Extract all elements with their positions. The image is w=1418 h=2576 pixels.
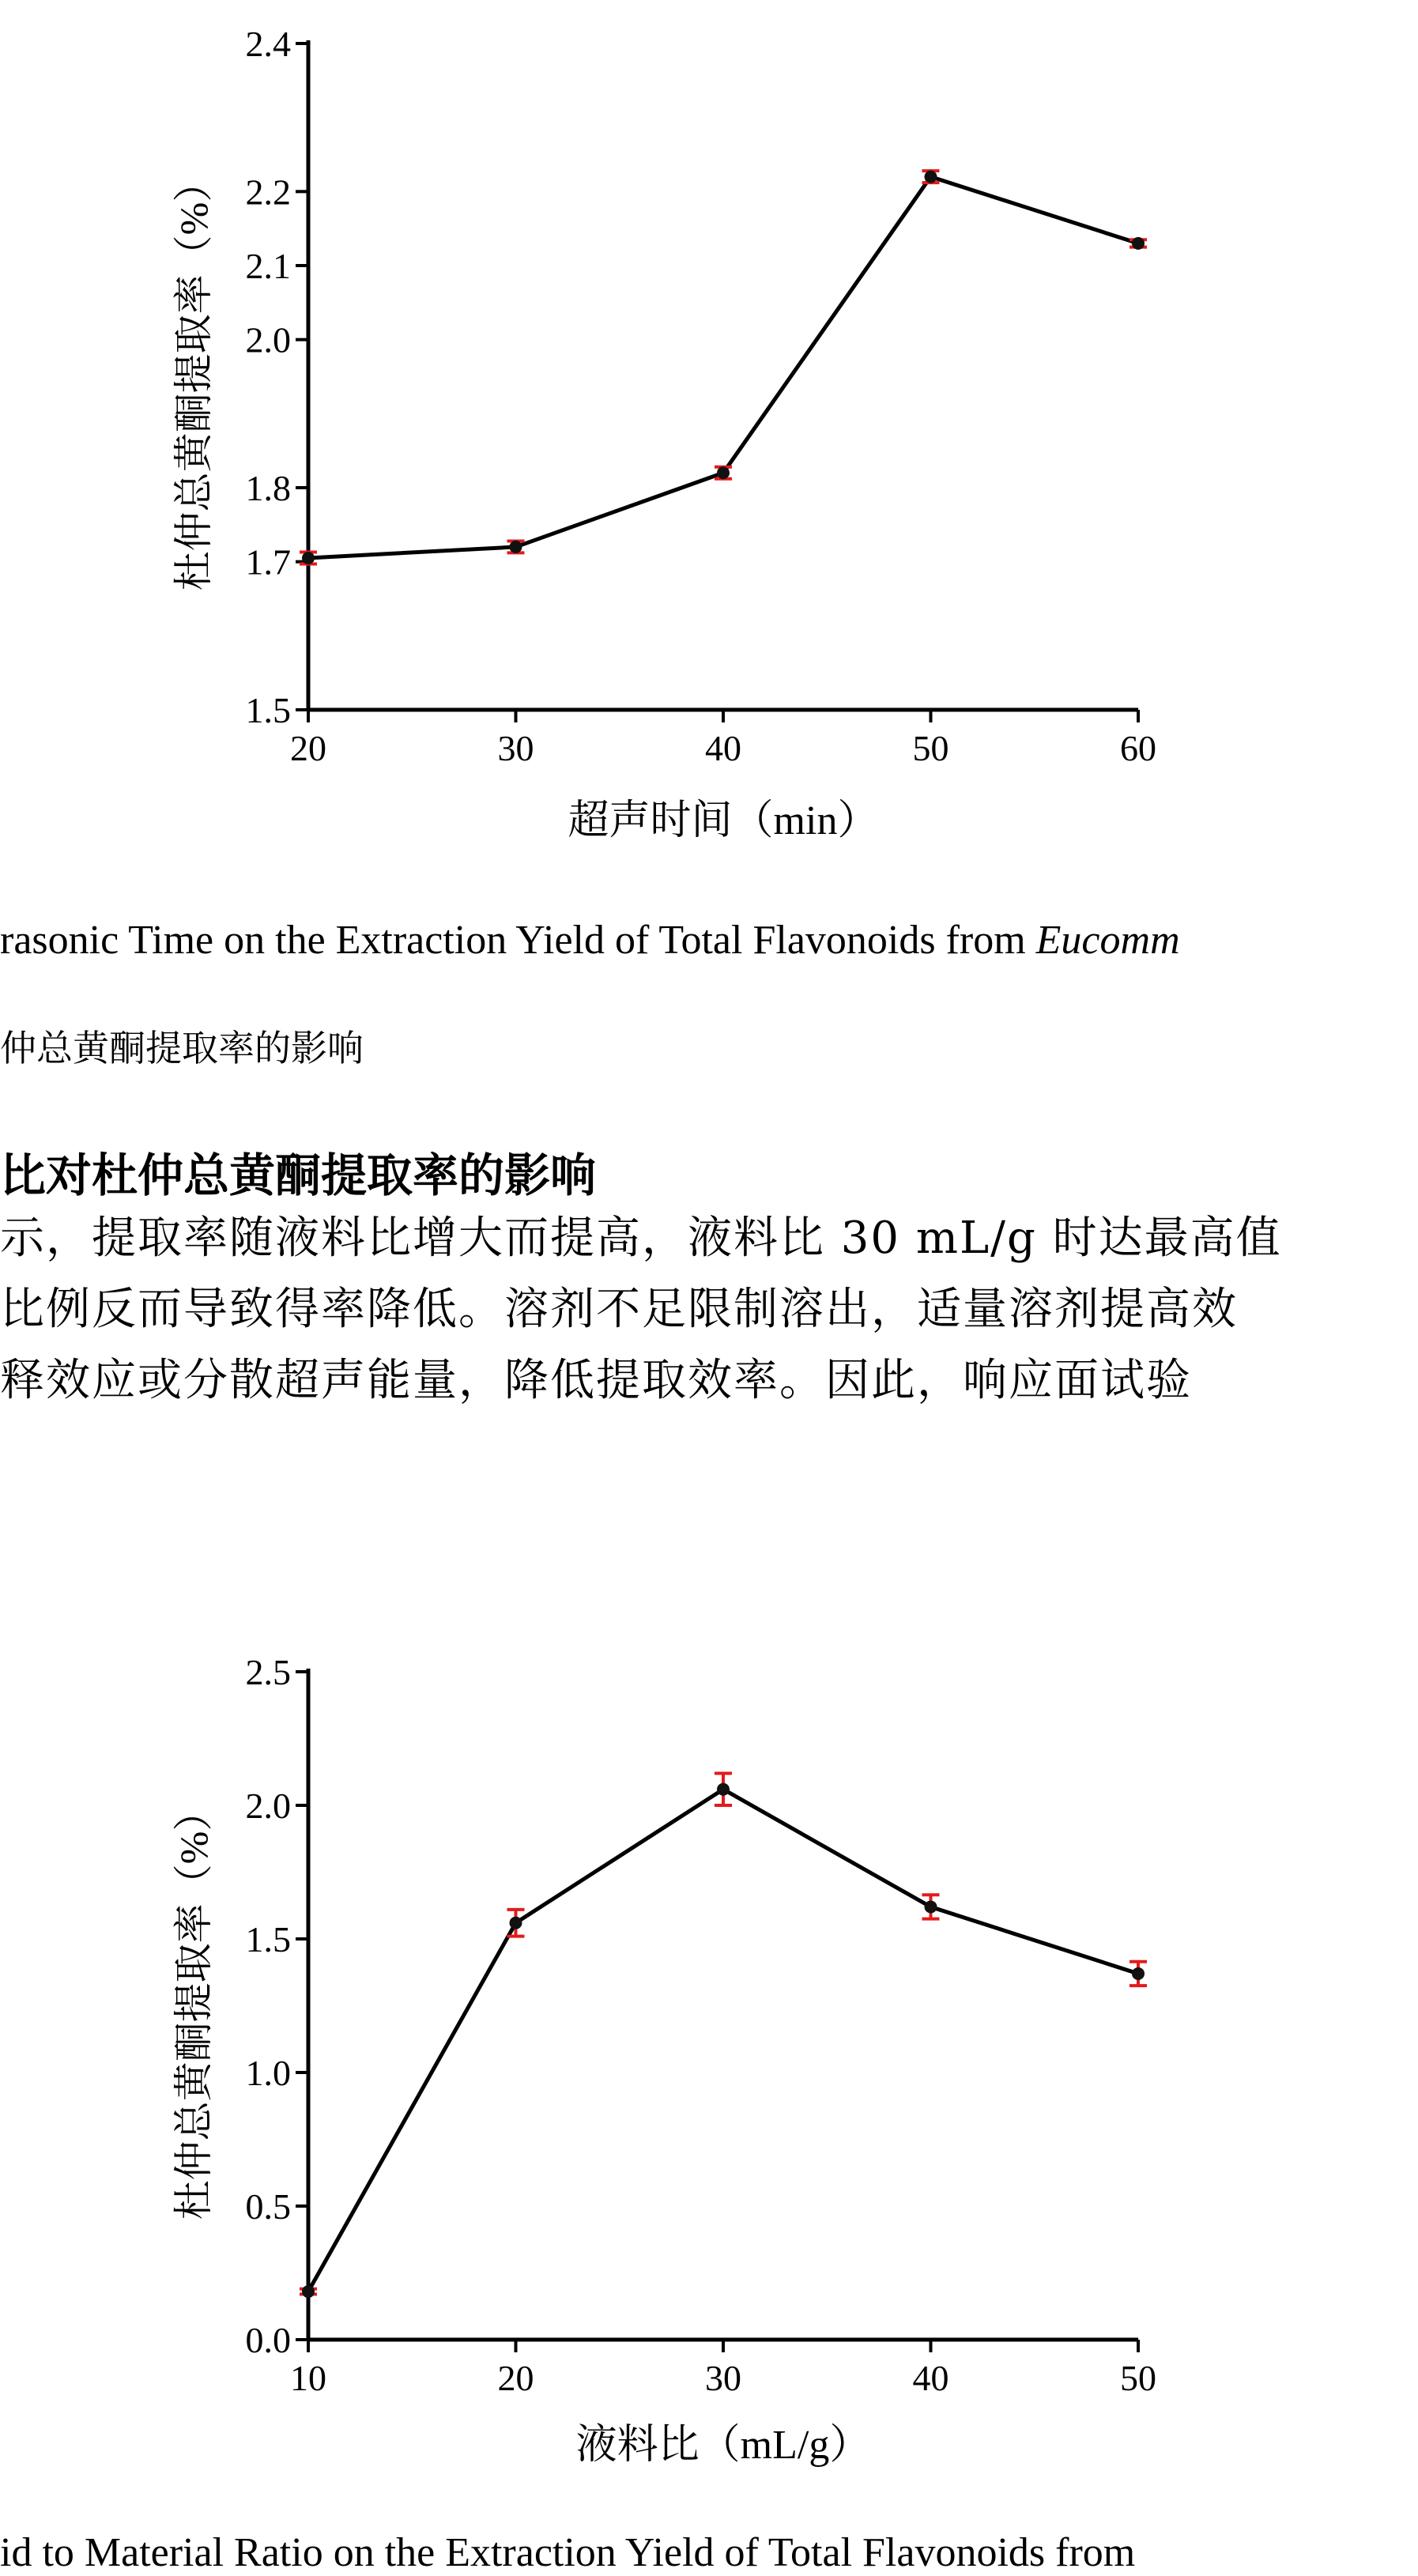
data-point bbox=[302, 2285, 315, 2298]
x-tick-label: 40 bbox=[705, 728, 741, 768]
y-tick-label: 2.0 bbox=[245, 1786, 291, 1826]
y-tick-label: 2.0 bbox=[245, 319, 291, 360]
figure-caption-2-en: id to Material Ratio on the Extraction Yield of Total Flavonoids from bbox=[0, 2530, 1136, 2575]
data-point bbox=[510, 541, 522, 553]
chart-liquid-material-ratio bbox=[0, 1612, 1418, 2498]
y-axis-title: 杜仲总黄酮提取率（%） bbox=[172, 1791, 216, 2220]
x-tick-label: 20 bbox=[290, 728, 326, 768]
paragraph-line-3: 释效应或分散超声能量，降低提取效率。因此，响应面试验 bbox=[0, 1355, 1192, 1406]
x-tick-label: 20 bbox=[497, 2358, 534, 2398]
paragraph-line-2: 比例反而导致得率降低。溶剂不足限制溶出，适量溶剂提高效 bbox=[0, 1284, 1238, 1335]
x-tick-label: 50 bbox=[1120, 2358, 1156, 2398]
section-heading: 比对杜仲总黄酮提取率的影响 bbox=[0, 1148, 597, 1202]
series-line bbox=[308, 177, 1138, 558]
x-tick-label: 50 bbox=[912, 728, 949, 768]
y-tick-label: 2.1 bbox=[245, 246, 291, 286]
x-tick-label: 40 bbox=[912, 2358, 949, 2398]
figure-caption-1-zh: 仲总黄酮提取率的影响 bbox=[0, 1027, 364, 1069]
caption-1-en-italic: Eucomm bbox=[1035, 918, 1180, 963]
series-line bbox=[308, 1790, 1138, 2291]
x-axis-title: 超声时间（min） bbox=[568, 798, 879, 843]
data-point bbox=[1132, 1967, 1145, 1980]
chart-ultrasonic-time bbox=[0, 0, 1418, 901]
y-tick-label: 2.5 bbox=[245, 1652, 291, 1692]
data-point bbox=[717, 1783, 730, 1796]
y-tick-label: 1.8 bbox=[245, 468, 291, 508]
y-axis-title: 杜仲总黄酮提取率（%） bbox=[172, 162, 216, 591]
y-tick-label: 1.7 bbox=[245, 541, 291, 583]
y-tick-label: 0.0 bbox=[245, 2320, 291, 2360]
x-tick-label: 30 bbox=[705, 2358, 741, 2398]
x-tick-label: 60 bbox=[1120, 728, 1156, 768]
y-tick-label: 2.2 bbox=[245, 172, 291, 213]
data-point bbox=[925, 171, 937, 183]
y-tick-label: 1.5 bbox=[245, 1919, 291, 1959]
data-point bbox=[302, 552, 315, 564]
data-point bbox=[925, 1900, 937, 1913]
data-point bbox=[1132, 237, 1145, 250]
paragraph-line-1: 示，提取率随液料比增大而提高，液料比 30 mL/g 时达最高值 bbox=[0, 1213, 1282, 1264]
y-tick-label: 2.4 bbox=[245, 24, 291, 64]
x-tick-label: 10 bbox=[290, 2358, 326, 2398]
x-axis-title: 液料比（mL/g） bbox=[575, 2423, 871, 2468]
caption-1-en-text: rasonic Time on the Extraction Yield of Total Flavonoids from bbox=[0, 918, 1036, 963]
data-point bbox=[510, 1917, 522, 1929]
y-tick-label: 0.5 bbox=[245, 2186, 291, 2227]
data-point bbox=[717, 466, 730, 479]
figure-caption-1-en bbox=[0, 917, 1180, 964]
y-tick-label: 1.5 bbox=[245, 690, 291, 730]
x-tick-label: 30 bbox=[497, 728, 534, 768]
y-tick-label: 1.0 bbox=[245, 2053, 291, 2093]
